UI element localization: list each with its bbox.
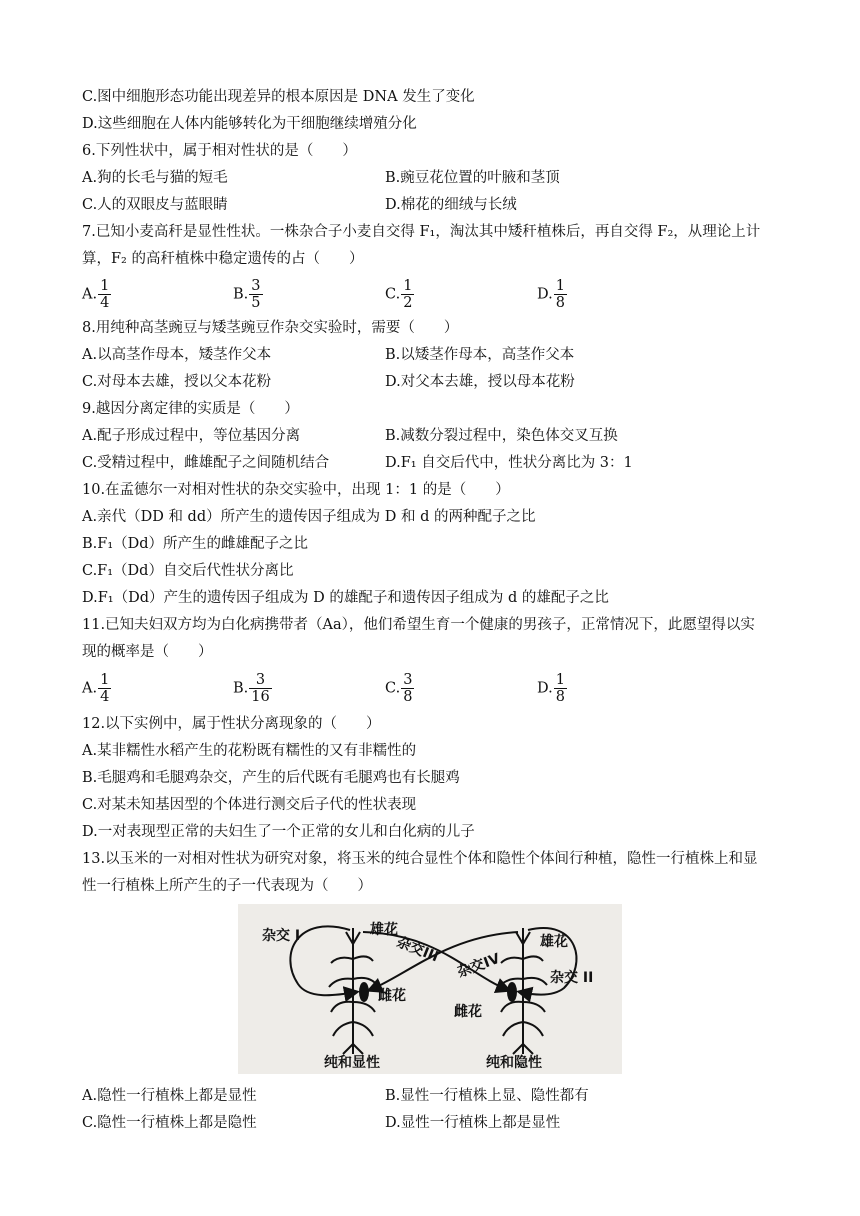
q12-stem: 12.以下实例中，属于性状分离现象的（ ）	[82, 716, 381, 732]
q7-option-d: D. $\frac{1}{8}$	[537, 278, 565, 311]
female-flower-left-label: 雌花	[378, 988, 406, 1004]
q11-option-b: B. $\frac{3}{16}$	[233, 672, 270, 705]
q11-option-a: A. $\frac{1}{4}$	[82, 672, 110, 705]
q9-option-a: A.配子形成过程中，等位基因分离	[82, 428, 301, 444]
q7-option-a: A. $\frac{1}{4}$	[82, 278, 110, 311]
q10-option-b: B.F₁（Dd）所产生的雌雄配子之比	[82, 536, 309, 552]
left-corn-plant	[329, 928, 377, 1054]
q10-stem: 10.在孟德尔一对相对性状的杂交实验中，出现 1：1 的是（ ）	[82, 482, 510, 498]
q10-option-a: A.亲代（DD 和 dd）所产生的遗传因子组成为 D 和 d 的两种配子之比	[82, 509, 536, 525]
q10-option-c: C.F₁（Dd）自交后代性状分离比	[82, 563, 294, 579]
q9-stem: 9.越因分离定律的实质是（ ）	[82, 401, 299, 417]
q8-option-d: D.对父本去雄，授以母本花粉	[385, 374, 575, 390]
male-flower-right-label: 雄花	[540, 934, 568, 950]
cross-4-label: 杂交IV	[455, 950, 503, 981]
q9-option-d: D.F₁ 自交后代中，性状分离比为 3：1	[385, 455, 633, 471]
q6-option-d: D.棉花的细绒与长绒	[385, 197, 517, 213]
q11-option-d: D. $\frac{1}{8}$	[537, 672, 565, 705]
q6-option-a: A.狗的长毛与猫的短毛	[82, 170, 228, 186]
q11-stem-line2: 现的概率是（ ）	[82, 644, 213, 660]
q8-stem: 8.用纯种高茎豌豆与矮茎豌豆作杂交实验时，需要（ ）	[82, 320, 459, 336]
q11-option-c: C. $\frac{3}{8}$	[385, 672, 413, 705]
q13-option-b: B.显性一行植株上显、隐性都有	[385, 1088, 589, 1104]
q12-option-b: B.毛腿鸡和毛腿鸡杂交，产生的后代既有毛腿鸡也有长腿鸡	[82, 770, 460, 786]
q13-option-a: A.隐性一行植株上都是显性	[82, 1088, 257, 1104]
q12-option-d: D.一对表现型正常的夫妇生了一个正常的女儿和白化病的儿子	[82, 824, 475, 840]
cross-1-arrow	[290, 926, 356, 995]
q6-option-b: B.豌豆花位置的叶腋和茎顶	[385, 170, 560, 186]
q10-option-d: D.F₁（Dd）产生的遗传因子组成为 D 的雄配子和遗传因子组成为 d 的雄配子之比	[82, 590, 609, 606]
q7-option-c: C. $\frac{1}{2}$	[385, 278, 413, 311]
q5-option-d: D.这些细胞在人体内能够转化为干细胞继续增殖分化	[82, 116, 417, 132]
q13-option-d: D.显性一行植株上都是显性	[385, 1115, 561, 1131]
corn-cross-diagram	[238, 904, 622, 1074]
q9-option-b: B.减数分裂过程中，染色体交叉互换	[385, 428, 618, 444]
q8-option-c: C.对母本去雄，授以父本花粉	[82, 374, 272, 390]
q8-option-b: B.以矮茎作母本，高茎作父本	[385, 347, 575, 363]
q7-stem-line1: 7.已知小麦高秆是显性性状。一株杂合子小麦自交得 F₁，淘汰其中矮秆植株后，再自交得 F₂，从理论上计	[82, 224, 761, 240]
q9-option-c: C.受精过程中，雌雄配子之间随机结合	[82, 455, 330, 471]
q13-stem-line1: 13.以玉米的一对相对性状为研究对象，将玉米的纯合显性个体和隐性个体间行种植，隐性一行植株上和显	[82, 851, 758, 867]
caption-left: 纯和显性	[324, 1055, 380, 1071]
male-flower-left-label: 雄花	[370, 922, 398, 938]
q11-stem-line1: 11.已知夫妇双方均为白化病携带者（Aa），他们希望生育一个健康的男孩子，正常情况下，此愿望得以实	[82, 617, 755, 633]
q6-stem: 6.下列性状中，属于相对性状的是（ ）	[82, 143, 357, 159]
cross-3-label: 杂交III	[394, 934, 441, 966]
q13-stem-line2: 性一行植株上所产生的子一代表现为（ ）	[82, 878, 372, 894]
cross-1-label: 杂交 I	[262, 928, 301, 944]
female-flower-right-label: 雌花	[454, 1004, 482, 1020]
q7-stem-line2: 算，F₂ 的高秆植株中稳定遗传的占（ ）	[82, 251, 364, 267]
q7-option-b: B. $\frac{3}{5}$	[233, 278, 261, 311]
cross-2-label: 杂交 II	[550, 970, 594, 986]
corn-cross-svg	[238, 904, 622, 1074]
q12-option-a: A.某非糯性水稻产生的花粉既有糯性的又有非糯性的	[82, 743, 417, 759]
caption-right: 纯和隐性	[486, 1055, 542, 1071]
q6-option-c: C.人的双眼皮与蓝眼睛	[82, 197, 228, 213]
q13-option-c: C.隐性一行植株上都是隐性	[82, 1115, 257, 1131]
q5-option-c: C.图中细胞形态功能出现差异的根本原因是 DNA 发生了变化	[82, 89, 475, 105]
q8-option-a: A.以高茎作母本，矮茎作父本	[82, 347, 272, 363]
q12-option-c: C.对某未知基因型的个体进行测交后子代的性状表现	[82, 797, 417, 813]
